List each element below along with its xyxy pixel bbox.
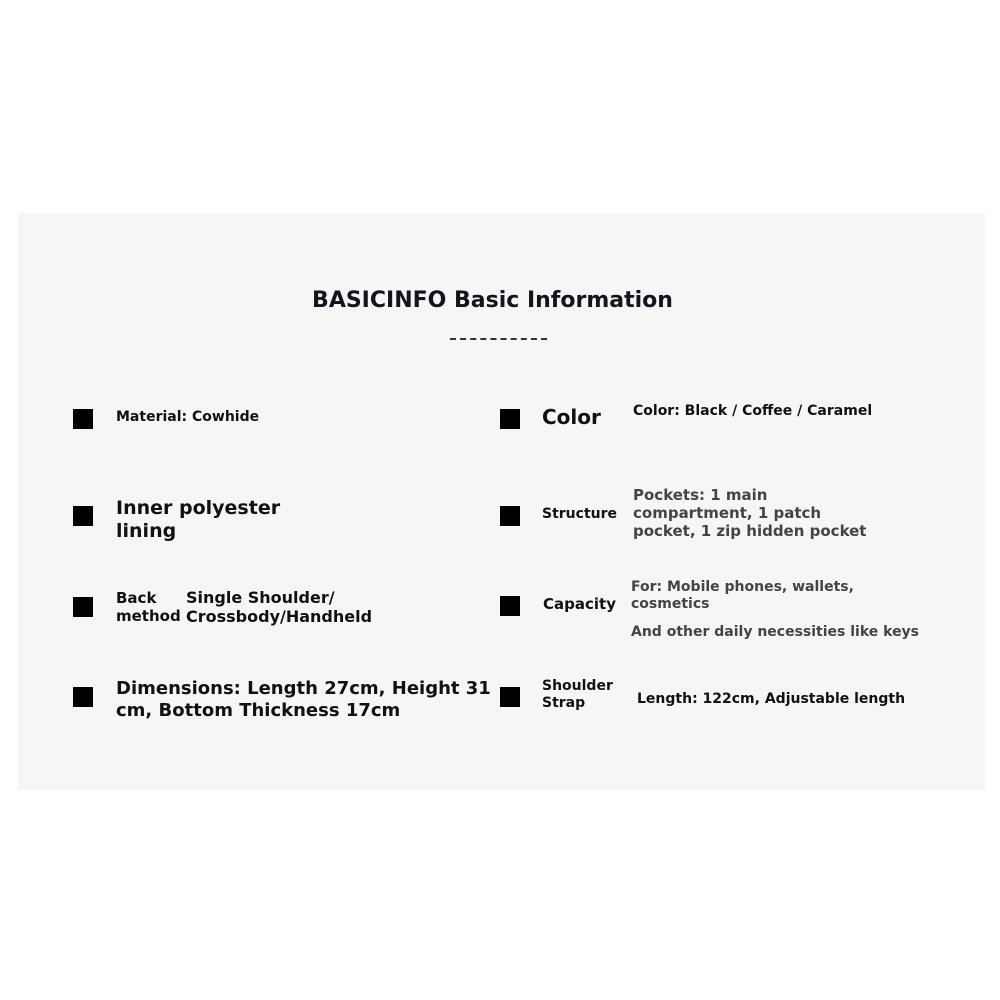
capacity-value <box>631 579 854 613</box>
color-value: Color: Black / Coffee / Caramel <box>633 403 873 419</box>
structure-value <box>633 486 866 540</box>
dimensions-line-2: cm, Bottom Thickness 17cm <box>116 699 401 721</box>
structure-value-line-3: pocket, 1 zip hidden pocket <box>633 522 867 540</box>
dimensions-text <box>116 678 491 721</box>
bullet-square-icon <box>500 506 520 526</box>
back-method-label-line-1: Back <box>116 589 157 607</box>
bullet-square-icon <box>500 409 520 429</box>
color-label: Color <box>542 405 601 429</box>
structure-value-line-2: compartment, 1 patch <box>633 504 822 522</box>
title-divider <box>450 338 547 340</box>
lining-line-2: lining <box>116 519 177 542</box>
bullet-square-icon <box>73 409 93 429</box>
structure-label: Structure <box>542 506 618 522</box>
back-method-label <box>116 589 181 625</box>
bullet-square-icon <box>500 687 520 707</box>
lining-line-1: Inner polyester <box>116 497 281 519</box>
capacity-extra: And other daily necessities like keys <box>631 624 920 640</box>
strap-label-line-1: Shoulder <box>542 678 613 694</box>
bullet-square-icon <box>73 687 93 707</box>
capacity-label: Capacity <box>543 595 616 613</box>
back-method-value <box>186 588 372 626</box>
bullet-square-icon <box>73 597 93 617</box>
back-method-value-line-2: Crossbody/Handheld <box>186 607 373 627</box>
strap-label <box>542 678 613 712</box>
capacity-value-line-1: For: Mobile phones, wallets, <box>631 579 854 595</box>
back-method-label-line-2: method <box>116 607 181 625</box>
strap-value: Length: 122cm, Adjustable length <box>637 691 906 707</box>
bullet-square-icon <box>500 596 520 616</box>
bullet-square-icon <box>73 506 93 526</box>
strap-label-line-2: Strap <box>542 694 586 711</box>
back-method-value-line-1: Single Shoulder/ <box>186 588 335 607</box>
dimensions-line-1: Dimensions: Length 27cm, Height 31 <box>116 678 491 699</box>
capacity-value-line-2: cosmetics <box>631 595 710 612</box>
lining-text <box>116 497 280 543</box>
structure-value-line-1: Pockets: 1 main <box>633 486 768 504</box>
page-title: BASICINFO Basic Information <box>312 288 673 313</box>
material-text: Material: Cowhide <box>116 409 260 425</box>
